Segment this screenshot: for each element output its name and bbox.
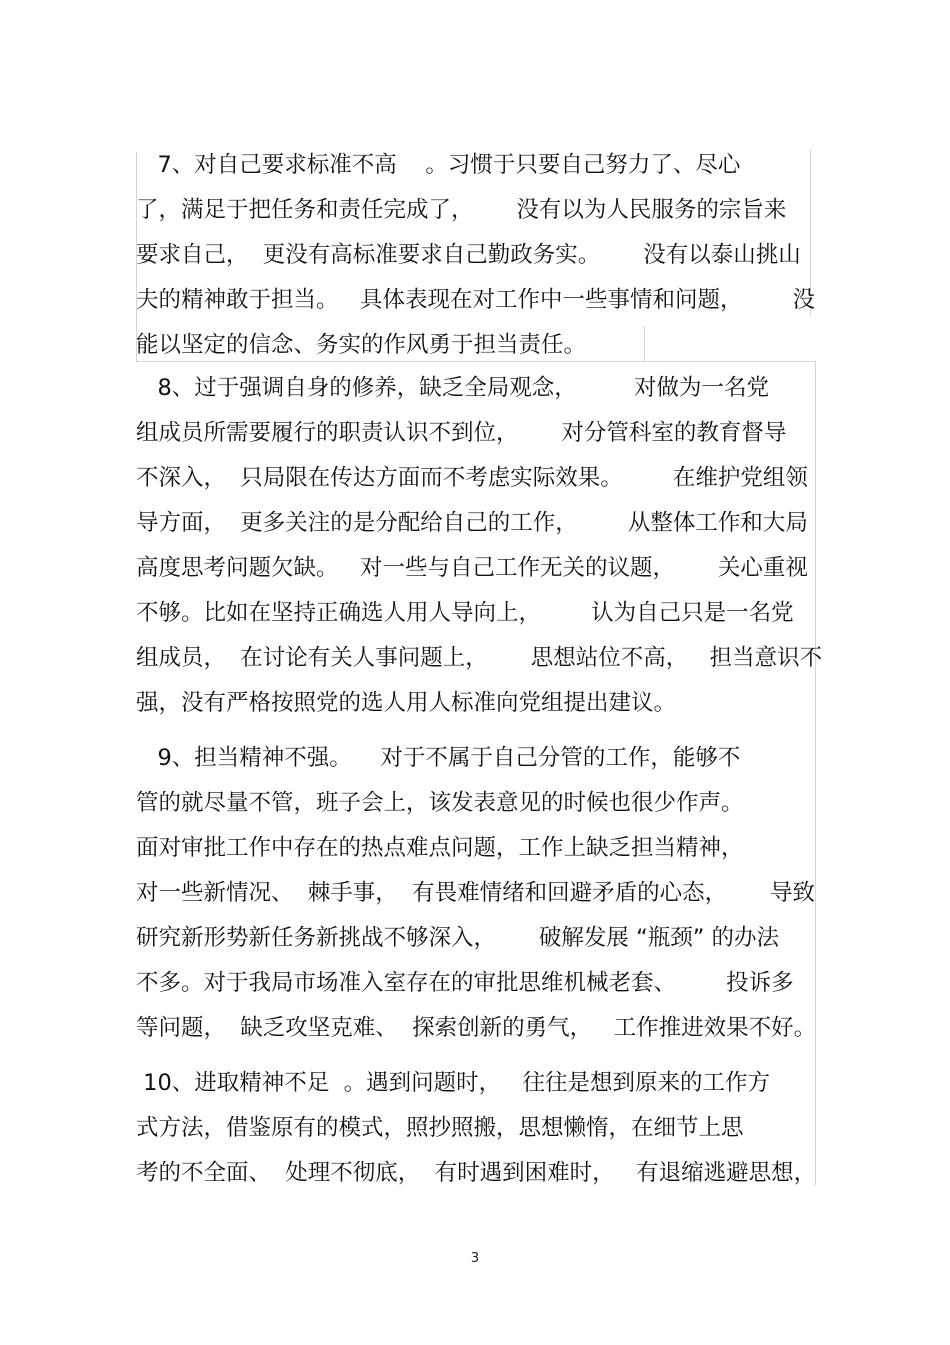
paragraph-7-line: 7、对自己要求标准不高 。习惯于只要自己努力了、尽心 [136, 152, 741, 178]
paragraph-7-line: 夫的精神敢于担当。 具体表现在对工作中一些事情和问题， 没 [136, 287, 816, 313]
paragraph-8-line: 高度思考问题欠缺。 对一些与自己工作无关的议题， 关心重视 [136, 555, 808, 581]
paragraph-9-line: 研究新形势新任务新挑战不够深入， 破解发展 “瓶颈” 的办法 [136, 925, 780, 951]
paragraph-8-line: 不深入， 只局限在传达方面而不考虑实际效果。 在维护党组领 [136, 465, 808, 491]
paragraph-9-line: 管的就尽量不管，班子会上，该发表意见的时候也很少作声。 [136, 790, 744, 816]
paragraph-7-line: 了，满足于把任务和责任完成了， 没有以为人民服务的宗旨来 [136, 197, 787, 223]
paragraph-8-line: 8、过于强调自身的修养，缺乏全局观念， 对做为一名党 [136, 375, 769, 401]
paragraph-10-line: 考的不全面、 处理不彻底， 有时遇到困难时， 有退缩逃避思想， [136, 1160, 817, 1186]
paragraph-10-line: 式方法，借鉴原有的模式，照抄照搬，思想懒惰，在细节上思 [136, 1115, 744, 1141]
paragraph-7-line: 能以坚定的信念、务实的作风勇于担当责任。 [136, 332, 587, 358]
paragraph-9-line: 对一些新情况、 棘手事， 有畏难情绪和回避矛盾的心态， 导致 [136, 880, 816, 906]
paragraph-8-line: 不够。比如在坚持正确选人用人导向上， 认为自己只是一名党 [136, 600, 794, 626]
paragraph-9-line: 等问题， 缺乏攻坚克难、 探索创新的勇气， 工作推进效果不好。 [136, 1015, 817, 1041]
paragraph-8-line: 组成员， 在讨论有关人事问题上， 思想站位不高， 担当意识不 [136, 645, 823, 671]
paragraph-9-line: 不多。对于我局市场准入室存在的审批思维机械老套、 投诉多 [136, 970, 794, 996]
paragraph-8-line: 导方面， 更多关注的是分配给自己的工作， 从整体工作和大局 [136, 510, 808, 536]
paragraph-8-line: 强，没有严格按照党的选人用人标准向党组提出建议。 [136, 690, 677, 716]
border-rule [644, 326, 645, 362]
paragraph-8-line: 组成员所需要履行的职责认识不到位， 对分管科室的教育督导 [136, 420, 787, 446]
paragraph-10-line: 10、进取精神不足 。遇到问题时， 往往是想到原来的工作方 [136, 1070, 771, 1096]
paragraph-7-line: 要求自己， 更没有高标准要求自己勤政务实。 没有以泰山挑山 [136, 242, 801, 268]
page-number: 3 [470, 1251, 480, 1266]
paragraph-9-line: 面对审批工作中存在的热点难点问题，工作上缺乏担当精神， [136, 835, 744, 861]
paragraph-9-line: 9、担当精神不强。 对于不属于自己分管的工作，能够不 [136, 745, 741, 771]
border-rule [815, 361, 816, 1185]
